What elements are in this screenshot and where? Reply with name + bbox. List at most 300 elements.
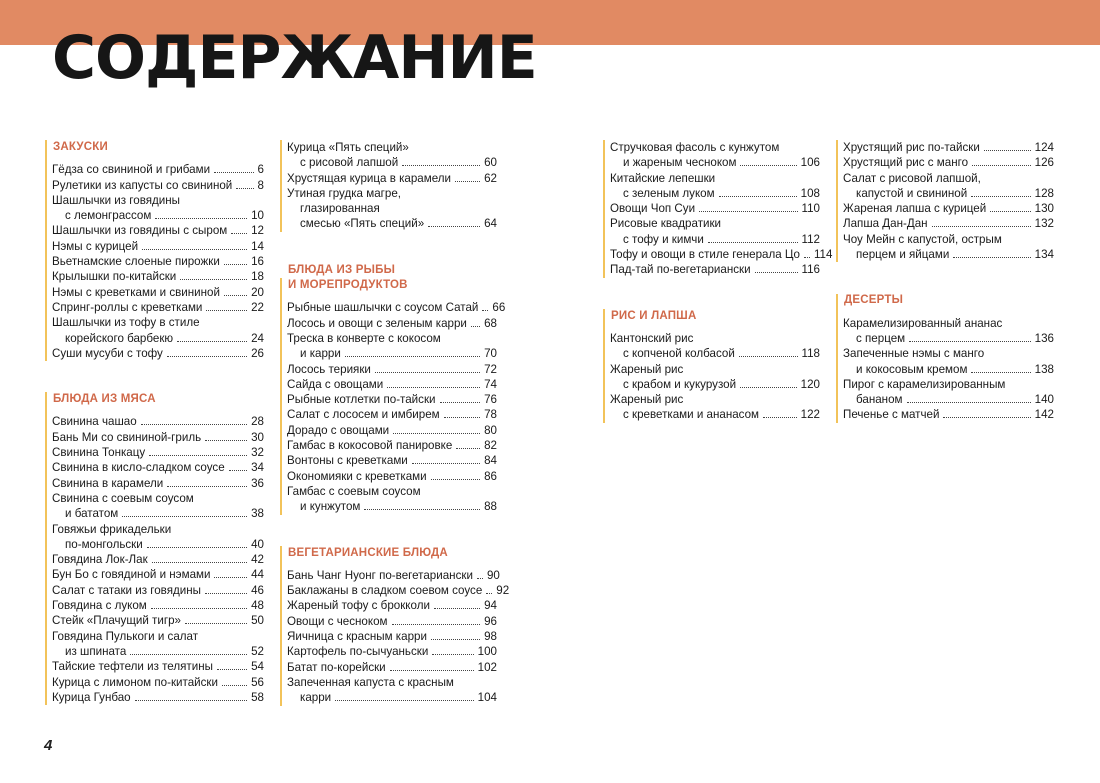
toc-entry[interactable]: [52, 690, 264, 705]
entry-title: Рыбные шашлычки с соусом Сатай: [287, 301, 479, 315]
toc-section: [45, 140, 264, 361]
toc-entry[interactable]: [52, 598, 264, 613]
entry-title: Сайда с овощами: [287, 377, 384, 391]
section-title: ДЕСЕРТЫ: [844, 294, 904, 307]
entry-title: Лапша Дан-Дан: [843, 217, 928, 231]
entry-title: Карамелизированный ананас: [843, 316, 1003, 330]
entry-title: с рисовой лапшой: [300, 156, 399, 170]
entry-continuation: [52, 506, 264, 521]
dot-leader: [205, 440, 247, 441]
entry-page-number: 60: [484, 156, 497, 170]
toc-entry[interactable]: [52, 613, 264, 628]
dot-leader: [984, 150, 1031, 151]
dot-leader: [147, 547, 247, 548]
toc-entry[interactable]: [52, 629, 264, 660]
entry-title: Гамбас в кокосовой панировке: [287, 439, 453, 453]
dot-leader: [471, 326, 480, 327]
entry-list: [603, 140, 833, 278]
entry-continuation: [610, 377, 820, 392]
entry-title: смесью «Пять специй»: [300, 217, 425, 231]
entry-page-number: 58: [251, 690, 264, 704]
entry-page-number: 100: [477, 645, 497, 659]
toc-entry[interactable]: [843, 171, 1054, 202]
entry-title: Говяжьи фрикадельки: [52, 522, 172, 536]
entry-page-number: 28: [251, 415, 264, 429]
toc-entry[interactable]: [610, 216, 820, 247]
entry-page-number: 10: [251, 209, 264, 223]
entry-title: Пад-тай по-вегетариански: [610, 263, 751, 277]
entry-page-number: 106: [800, 156, 820, 170]
dot-leader: [135, 700, 247, 701]
entry-title: Курица Гунбао: [52, 690, 131, 704]
entry-list: [603, 331, 820, 423]
entry-title: Пирог с карамелизированным: [843, 377, 1006, 391]
entry-title: Жареный рис: [610, 362, 684, 376]
entry-page-number: 64: [484, 217, 497, 231]
entry-title: Жареный рис: [610, 393, 684, 407]
entry-title: Рулетики из капусты со свининой: [52, 178, 233, 192]
entry-page-number: 124: [1034, 141, 1054, 154]
toc-entry[interactable]: [52, 414, 264, 429]
entry-page-number: 34: [251, 461, 264, 475]
dot-leader: [740, 165, 796, 166]
entry-title: и карри: [300, 347, 341, 361]
toc-entry[interactable]: [610, 392, 820, 423]
toc-entry[interactable]: [52, 269, 264, 284]
toc-entry[interactable]: [287, 660, 497, 675]
entry-title: Бань Ми со свининой-гриль: [52, 430, 202, 444]
section-title: БЛЮДА ИЗ РЫБЫ И МОРЕПРОДУКТОВ: [288, 263, 408, 292]
dot-leader: [375, 372, 480, 373]
dot-leader: [990, 211, 1030, 212]
entry-title: капустой и свининой: [856, 186, 968, 200]
entry-continuation: [843, 331, 1054, 346]
toc-entry[interactable]: [52, 430, 264, 445]
entry-page-number: 112: [801, 232, 820, 246]
toc-entry[interactable]: [287, 407, 497, 422]
entry-title: перцем и яйцами: [856, 248, 950, 262]
entry-title: бананом: [856, 393, 903, 407]
page-number: 4: [44, 737, 53, 754]
toc-entry[interactable]: [287, 392, 497, 407]
entry-title: Картофель по-сычуаньски: [287, 645, 429, 659]
entry-page-number: 140: [1034, 393, 1054, 407]
entry-page-number: 56: [251, 675, 264, 689]
toc-entry[interactable]: [52, 254, 264, 269]
entry-page-number: 110: [801, 202, 820, 216]
toc-entry[interactable]: [52, 445, 264, 460]
entry-page-number: 48: [251, 599, 264, 613]
entry-title: Окономияки с креветками: [287, 469, 427, 483]
toc-column-3: [603, 140, 833, 454]
toc-entry[interactable]: [287, 598, 497, 613]
entry-page-number: 54: [251, 660, 264, 674]
toc-section: [836, 140, 1054, 262]
toc-entry[interactable]: [287, 583, 510, 598]
dot-leader: [719, 196, 797, 197]
toc-section: [603, 309, 820, 423]
dot-leader: [909, 341, 1031, 342]
dot-leader: [972, 165, 1031, 166]
entry-continuation: [52, 537, 264, 552]
entry-title: Печенье с матчей: [843, 408, 940, 422]
section-title: ВЕГЕТАРИАНСКИЕ БЛЮДА: [288, 546, 448, 559]
dot-leader: [177, 341, 247, 342]
entry-title: с перцем: [856, 331, 906, 345]
dot-leader: [236, 188, 253, 189]
entry-page-number: 114: [813, 248, 833, 262]
toc-entry[interactable]: [843, 155, 1054, 170]
toc-entry[interactable]: [287, 331, 497, 362]
dot-leader: [142, 249, 247, 250]
entry-page-number: 30: [251, 430, 264, 444]
entry-title: Спринг-роллы с креветками: [52, 300, 203, 314]
entry-title: Салат с лососем и имбирем: [287, 408, 440, 422]
dot-leader: [971, 196, 1030, 197]
entry-title: Шашлычки из тофу в стиле: [52, 316, 200, 330]
toc-entry[interactable]: [52, 552, 264, 567]
entry-page-number: 52: [251, 644, 264, 658]
toc-entry[interactable]: [52, 239, 264, 254]
entry-page-number: 44: [251, 568, 264, 582]
dot-leader: [455, 181, 480, 182]
toc-entry[interactable]: [52, 315, 264, 346]
toc-entry[interactable]: [843, 377, 1054, 408]
entry-page-number: 74: [484, 377, 497, 391]
entry-title: Тофу и овощи в стиле генерала Цо: [610, 248, 800, 262]
dot-leader: [141, 424, 247, 425]
toc-entry[interactable]: [287, 675, 497, 706]
entry-page-number: 138: [1034, 362, 1054, 376]
entry-list: [280, 140, 497, 232]
entry-page-number: 50: [251, 614, 264, 628]
entry-continuation: [843, 247, 1054, 262]
page-title: СОДЕРЖАНИЕ: [52, 23, 537, 93]
entry-title: Шашлычки из говядины: [52, 193, 181, 207]
entry-title: Дорадо с овощами: [287, 423, 390, 437]
dot-leader: [345, 356, 480, 357]
entry-title: корейского барбекю: [65, 331, 174, 345]
entry-title: Бань Чанг Нуонг по-вегетариански: [287, 568, 473, 582]
entry-title: Гамбас с соевым соусом: [287, 484, 421, 498]
toc-entry[interactable]: [843, 407, 1054, 422]
dot-leader: [231, 233, 247, 234]
entry-page-number: 78: [484, 408, 497, 422]
toc-entry[interactable]: [287, 453, 497, 468]
dot-leader: [229, 470, 247, 471]
toc-entry[interactable]: [52, 193, 264, 224]
dot-leader: [486, 593, 492, 594]
dot-leader: [224, 295, 247, 296]
toc-entry[interactable]: [52, 659, 264, 674]
entry-title: Жареная лапша с курицей: [843, 202, 987, 216]
dot-leader: [224, 264, 247, 265]
entry-title: Утиная грудка магре,: [287, 186, 401, 200]
entry-title: Крылышки по-китайски: [52, 270, 177, 284]
toc-entry[interactable]: [287, 362, 497, 377]
entry-title: Рисовые квадратики: [610, 217, 722, 231]
entry-title: Свинина чашао: [52, 415, 137, 429]
entry-page-number: 32: [251, 446, 264, 460]
toc-entry[interactable]: [52, 491, 264, 522]
dot-leader: [456, 448, 480, 449]
dot-leader: [432, 654, 473, 655]
entry-list: [280, 568, 510, 706]
toc-entry[interactable]: [52, 567, 264, 582]
dot-leader: [217, 669, 247, 670]
dot-leader: [393, 433, 480, 434]
dot-leader: [431, 479, 480, 480]
entry-page-number: 108: [800, 186, 820, 200]
entry-page-number: 20: [251, 285, 264, 299]
entry-title: Запеченная капуста с красным: [287, 675, 454, 689]
entry-page-number: 42: [251, 553, 264, 567]
entry-title: Нэмы с курицей: [52, 239, 139, 253]
entry-title: из шпината: [65, 644, 127, 658]
dot-leader: [205, 593, 247, 594]
entry-page-number: 88: [484, 500, 497, 514]
entry-continuation: [287, 346, 497, 361]
toc-entry[interactable]: [287, 423, 497, 438]
entry-title: глазированная: [300, 202, 380, 216]
entry-title: Хрустящая курица в карамели: [287, 171, 452, 185]
dot-leader: [412, 463, 480, 464]
toc-entry[interactable]: [287, 614, 497, 629]
dot-leader: [167, 486, 247, 487]
entry-title: Свинина с соевым соусом: [52, 491, 194, 505]
toc-entry[interactable]: [287, 484, 497, 515]
toc-entry[interactable]: [287, 300, 506, 315]
entry-title: Жареный тофу с брокколи: [287, 599, 430, 613]
entry-title: с тофу и кимчи: [623, 232, 704, 246]
toc-entry[interactable]: [52, 583, 264, 598]
toc-entry[interactable]: [843, 232, 1054, 263]
entry-title: с лемонграссом: [65, 209, 152, 223]
entry-title: Рыбные котлетки по-тайски: [287, 393, 436, 407]
dot-leader: [739, 356, 798, 357]
entry-page-number: 68: [484, 316, 497, 330]
entry-title: Салат с татаки из говядины: [52, 583, 201, 597]
toc-entry[interactable]: [287, 377, 497, 392]
toc-entry[interactable]: [287, 438, 497, 453]
dot-leader: [387, 387, 480, 388]
toc-entry[interactable]: [52, 346, 264, 361]
entry-page-number: 8: [257, 178, 264, 192]
entry-title: Салат с рисовой лапшой,: [843, 171, 981, 185]
dot-leader: [477, 578, 483, 579]
dot-leader: [390, 670, 474, 671]
entry-continuation: [610, 232, 820, 247]
entry-page-number: 14: [251, 239, 264, 253]
entry-title: Запеченные нэмы с манго: [843, 347, 985, 361]
toc-entry[interactable]: [843, 201, 1054, 216]
entry-title: Треска в конверте с кокосом: [287, 331, 441, 345]
toc-entry[interactable]: [287, 568, 500, 583]
toc-entry[interactable]: [52, 522, 264, 553]
entry-title: Свинина Тонкацу: [52, 446, 146, 460]
entry-continuation: [287, 216, 497, 231]
entry-page-number: 130: [1034, 202, 1054, 216]
entry-continuation: [610, 155, 820, 170]
toc-column-4: [836, 140, 1054, 454]
dot-leader: [130, 654, 247, 655]
dot-leader: [122, 516, 247, 517]
entry-page-number: 38: [251, 507, 264, 521]
entry-list: [45, 162, 264, 361]
entry-page-number: 84: [484, 454, 497, 468]
toc-entry[interactable]: [610, 171, 820, 202]
entry-page-number: 22: [251, 300, 264, 314]
entry-continuation: [610, 407, 820, 422]
dot-leader: [755, 272, 798, 273]
entry-page-number: 102: [477, 660, 497, 674]
entry-page-number: 98: [484, 630, 497, 644]
entry-list: [280, 300, 506, 514]
toc-entry[interactable]: [52, 675, 264, 690]
dot-leader: [431, 639, 480, 640]
dot-leader: [214, 172, 253, 173]
toc-column-1: [45, 140, 264, 736]
toc-entry[interactable]: [287, 629, 497, 644]
entry-title: Говядина Лок-Лак: [52, 553, 148, 567]
dot-leader: [971, 372, 1030, 373]
toc-entry[interactable]: [287, 140, 497, 171]
toc-entry[interactable]: [843, 346, 1054, 377]
entry-title: Кантонский рис: [610, 331, 694, 345]
entry-title: по-монгольски: [65, 537, 143, 551]
entry-title: Овощи с чесноком: [287, 614, 388, 628]
toc-entry[interactable]: [843, 316, 1054, 347]
toc-entry[interactable]: [52, 476, 264, 491]
entry-title: Гёдза со свининой и грибами: [52, 163, 211, 177]
entry-title: Стручковая фасоль с кунжутом: [610, 141, 780, 154]
entry-title: Китайские лепешки: [610, 171, 716, 185]
toc-entry[interactable]: [610, 201, 820, 216]
dot-leader: [402, 165, 480, 166]
toc-entry[interactable]: [610, 262, 820, 277]
entry-title: Лосось и овощи с зеленым карри: [287, 316, 467, 330]
entry-title: и бататом: [65, 507, 119, 521]
entry-title: Хрустящий рис по-тайски: [843, 141, 980, 154]
entry-page-number: 90: [486, 568, 500, 582]
dot-leader: [180, 279, 247, 280]
toc-entry[interactable]: [52, 460, 264, 475]
dot-leader: [335, 700, 474, 701]
entry-page-number: 18: [251, 270, 264, 284]
entry-title: Овощи Чоп Суи: [610, 202, 696, 216]
dot-leader: [444, 417, 480, 418]
dot-leader: [804, 257, 810, 258]
entry-list: [45, 414, 264, 705]
toc-entry[interactable]: [843, 216, 1054, 231]
toc-entry[interactable]: [610, 362, 820, 393]
dot-leader: [943, 417, 1030, 418]
section-title: БЛЮДА ИЗ МЯСА: [53, 393, 156, 406]
toc-entry[interactable]: [610, 140, 820, 171]
dot-leader: [740, 387, 797, 388]
dot-leader: [155, 218, 247, 219]
dot-leader: [214, 577, 247, 578]
entry-page-number: 26: [251, 346, 264, 360]
entry-page-number: 72: [484, 362, 497, 376]
entry-page-number: 96: [484, 614, 497, 628]
entry-page-number: 76: [484, 393, 497, 407]
entry-page-number: 126: [1034, 156, 1054, 170]
entry-title: Курица с лимоном по-китайски: [52, 675, 218, 689]
entry-title: Свинина в кисло-сладком соусе: [52, 461, 225, 475]
entry-title: Говядина с луком: [52, 599, 147, 613]
entry-page-number: 122: [800, 408, 820, 422]
entry-title: Свинина в карамели: [52, 476, 164, 490]
entry-page-number: 116: [801, 263, 820, 277]
toc-column-2: [280, 140, 510, 737]
toc-section: [603, 140, 833, 278]
toc-entry[interactable]: [287, 186, 497, 232]
entry-title: Шашлычки из говядины с сыром: [52, 224, 228, 238]
toc-entry[interactable]: [52, 300, 264, 315]
entry-page-number: 66: [492, 301, 506, 315]
dot-leader: [440, 402, 481, 403]
toc-entry[interactable]: [610, 247, 833, 262]
entry-page-number: 120: [800, 377, 820, 391]
entry-continuation: [843, 392, 1054, 407]
entry-title: Бун Бо с говядиной и нэмами: [52, 568, 211, 582]
entry-title: Вонтоны с креветками: [287, 454, 408, 468]
dot-leader: [907, 402, 1031, 403]
entry-title: с копченой колбасой: [623, 347, 735, 361]
entry-title: с креветками и ананасом: [623, 408, 760, 422]
toc-entry[interactable]: [52, 178, 264, 193]
entry-page-number: 94: [484, 599, 497, 613]
entry-page-number: 82: [484, 439, 497, 453]
toc-entry[interactable]: [287, 644, 497, 659]
entry-title: Хрустящий рис с манго: [843, 156, 969, 170]
entry-page-number: 128: [1034, 186, 1054, 200]
toc-entry[interactable]: [52, 223, 264, 238]
entry-list: [836, 316, 1054, 423]
entry-title: Говядина Пулькоги и салат: [52, 629, 199, 643]
toc-entry[interactable]: [52, 285, 264, 300]
entry-title: карри: [300, 691, 332, 705]
toc-entry[interactable]: [287, 469, 497, 484]
dot-leader: [428, 226, 480, 227]
dot-leader: [699, 211, 797, 212]
dot-leader: [482, 310, 488, 311]
entry-page-number: 24: [251, 331, 264, 345]
toc-section: [280, 546, 510, 706]
entry-title: и кокосовым кремом: [856, 362, 968, 376]
entry-page-number: 136: [1034, 331, 1054, 345]
entry-continuation: [610, 186, 820, 201]
entry-title: Курица «Пять специй»: [287, 141, 409, 154]
entry-page-number: 80: [484, 423, 497, 437]
toc-entry[interactable]: [610, 331, 820, 362]
toc-entry[interactable]: [287, 316, 497, 331]
toc-entry[interactable]: [52, 162, 264, 177]
entry-continuation: [52, 331, 264, 346]
toc-entry[interactable]: [843, 140, 1054, 155]
entry-title: Стейк «Плачущий тигр»: [52, 614, 181, 628]
entry-title: Чоу Мейн с капустой, острым: [843, 232, 1002, 246]
entry-page-number: 12: [251, 224, 264, 238]
toc-entry[interactable]: [287, 171, 497, 186]
entry-continuation: [287, 499, 497, 514]
entry-list: [836, 140, 1054, 262]
entry-page-number: 16: [251, 255, 264, 269]
toc-section: [836, 293, 1054, 422]
dot-leader: [167, 356, 247, 357]
entry-title: и кунжутом: [300, 500, 361, 514]
